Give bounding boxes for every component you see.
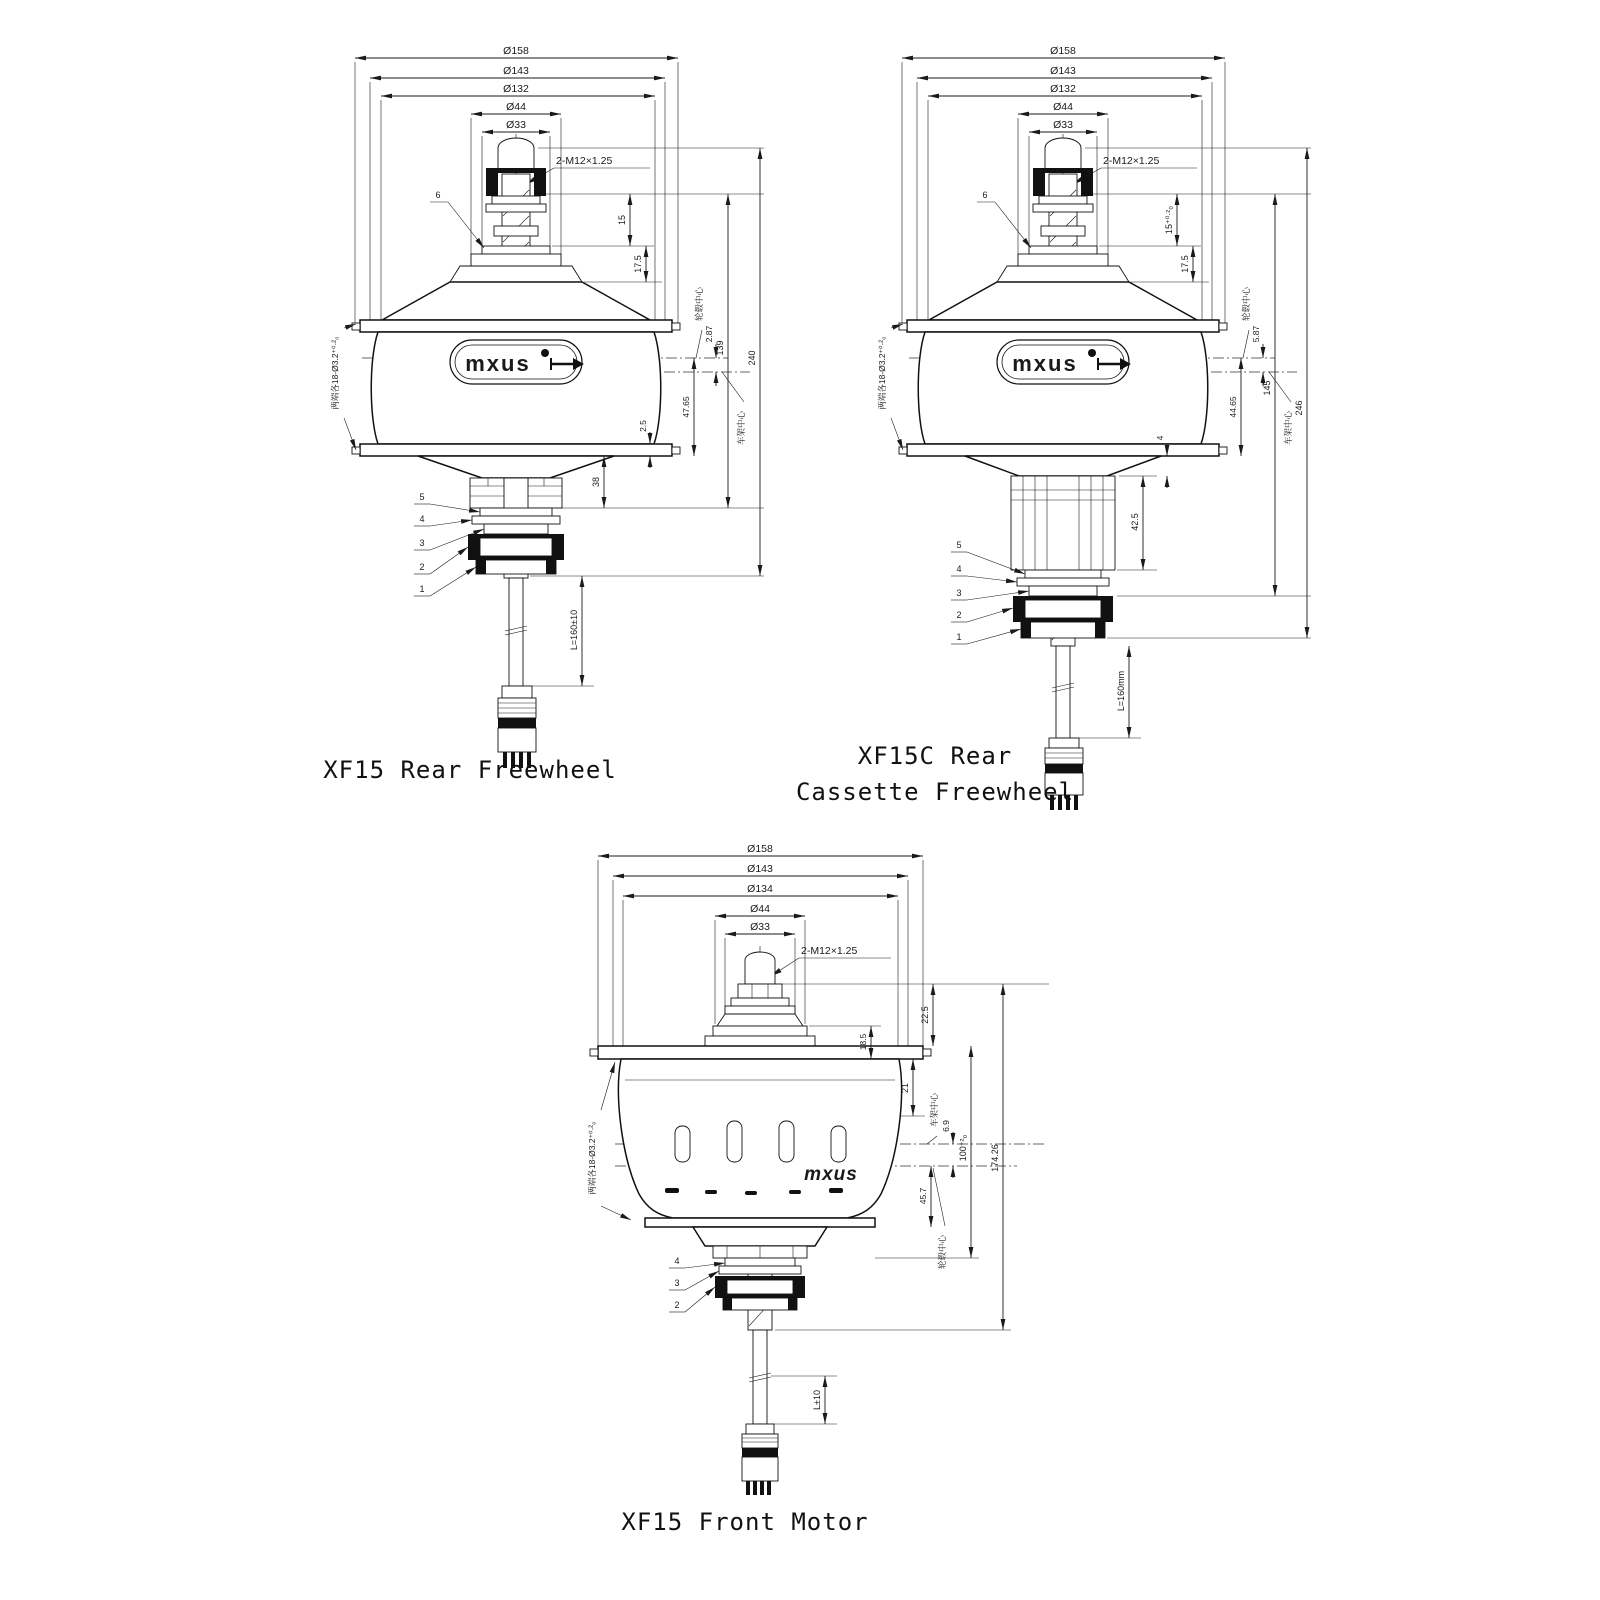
hub-center-label: 轮毂中心 xyxy=(1241,286,1251,322)
dim-cable-length: L±10 xyxy=(812,1390,822,1410)
dim-d158: Ø158 xyxy=(503,45,529,57)
figure-b-title-line1: XF15C Rear xyxy=(857,742,1013,770)
dim-246: 246 xyxy=(1294,400,1304,416)
dim-21: 21 xyxy=(900,1082,910,1094)
dim-47-65: 47.65 xyxy=(681,396,691,418)
dim-38: 38 xyxy=(591,476,601,488)
center-labels xyxy=(681,287,746,456)
dim-cable-length: L=160mm xyxy=(1116,670,1126,712)
dim-thread: 2-M12×1.25 xyxy=(801,945,858,957)
freewheel-and-nuts xyxy=(468,478,564,578)
spoke-note-text: 两端各18-Ø3.2⁺⁰·²₀ xyxy=(330,336,340,410)
dim-2-87: 2.87 xyxy=(704,325,714,343)
callout-1: 1 xyxy=(419,584,425,594)
motor-body xyxy=(590,1046,931,1258)
spoke-hole-note xyxy=(330,324,356,450)
callout-3: 3 xyxy=(674,1278,680,1288)
center-labels xyxy=(927,1093,947,1270)
dim-22-5: 22.5 xyxy=(920,1006,930,1024)
dim-cable-length: L=160±10 xyxy=(569,609,579,651)
dim-17-5: 17.5 xyxy=(1180,255,1190,273)
motor-body xyxy=(352,282,680,478)
dim-174-26: 174.26 xyxy=(990,1144,1000,1172)
dim-thread: 2-M12×1.25 xyxy=(1103,155,1160,167)
axle-top-assembly xyxy=(705,952,815,1046)
dim-d33: Ø33 xyxy=(506,119,526,131)
dim-145: 145 xyxy=(1262,380,1272,396)
hub-center-label: 轮毂中心 xyxy=(694,286,704,322)
dim-d33: Ø33 xyxy=(1053,119,1073,131)
callout-3: 3 xyxy=(419,538,425,548)
callout-2: 2 xyxy=(419,562,425,572)
dim-thread: 2-M12×1.25 xyxy=(556,155,613,167)
callout-6 xyxy=(977,190,1031,248)
figure-xf15-rear-freewheel xyxy=(298,28,778,798)
dim-42-5: 42.5 xyxy=(1130,513,1140,531)
callout-5: 5 xyxy=(419,492,425,502)
dim-15: 15 xyxy=(617,214,627,226)
dim-139: 139 xyxy=(715,340,725,356)
dim-d158: Ø158 xyxy=(747,843,773,855)
axle-callout: 6 xyxy=(982,190,988,200)
dim-d143: Ø143 xyxy=(1050,65,1076,77)
dim-2-5: 2.5 xyxy=(638,420,648,432)
figure-a-title: XF15 Rear Freewheel xyxy=(323,756,617,784)
spoke-note-text: 两端各18-Ø3.2⁺⁰·²₀ xyxy=(877,336,887,410)
cassette-body xyxy=(1011,476,1115,646)
vent-slot xyxy=(675,1126,690,1162)
dim-d158: Ø158 xyxy=(1050,45,1076,57)
spoke-hole-note xyxy=(877,324,903,450)
dim-6-9: 6.9 xyxy=(941,1120,951,1132)
figure-xf15-front-motor xyxy=(575,828,1095,1528)
dim-d143: Ø143 xyxy=(747,863,773,875)
frame-center-label: 车架中心 xyxy=(1283,410,1293,446)
dim-d132: Ø132 xyxy=(1050,83,1076,95)
callout-4: 4 xyxy=(419,514,425,524)
dim-d143: Ø143 xyxy=(503,65,529,77)
callout-1: 1 xyxy=(956,632,962,642)
dim-15: 15⁺⁰·²₀ xyxy=(1164,205,1174,235)
frame-center-label: 车架中心 xyxy=(929,1092,939,1128)
dim-100: 100⁺²₀ xyxy=(958,1134,968,1162)
callout-2: 2 xyxy=(956,610,962,620)
dim-5-87: 5.87 xyxy=(1251,325,1261,343)
dim-17-5: 17.5 xyxy=(633,255,643,273)
dim-4: 4 xyxy=(1155,435,1165,441)
figure-xf15c-rear-cassette xyxy=(845,28,1325,828)
dim-240: 240 xyxy=(747,350,757,366)
vent-slot xyxy=(831,1126,846,1162)
callout-3: 3 xyxy=(956,588,962,598)
dim-44-65: 44.65 xyxy=(1228,396,1238,418)
dim-d132: Ø132 xyxy=(503,83,529,95)
dim-d134: Ø134 xyxy=(747,883,773,895)
callout-5: 5 xyxy=(956,540,962,550)
callout-4: 4 xyxy=(956,564,962,574)
callout-4: 4 xyxy=(674,1256,680,1266)
dim-45-7: 45.7 xyxy=(918,1187,928,1205)
callout-6 xyxy=(430,190,484,248)
mxus-logo-text: mxus xyxy=(465,351,531,376)
hub-center-label: 轮毂中心 xyxy=(937,1234,947,1270)
cable-and-connector xyxy=(498,578,536,768)
vent-slot xyxy=(779,1121,794,1162)
vent-slot xyxy=(727,1121,742,1162)
dim-d44: Ø44 xyxy=(750,903,770,915)
cable-and-connector xyxy=(742,1330,778,1495)
logo-dot-icon xyxy=(541,349,549,357)
center-labels xyxy=(1228,287,1293,456)
axle-callout: 6 xyxy=(435,190,441,200)
dim-18-5: 18.5 xyxy=(858,1033,868,1051)
figure-b-title-line2: Cassette Freewheel xyxy=(795,778,1075,806)
callout-2: 2 xyxy=(674,1300,680,1310)
axle-bottom-assembly xyxy=(715,1258,805,1330)
spoke-note-text: 两端各18-Ø3.2⁺⁰·²₀ xyxy=(587,1121,597,1195)
mxus-logo-text: mxus xyxy=(804,1164,858,1185)
logo-dot-icon xyxy=(1088,349,1096,357)
mxus-logo-text: mxus xyxy=(1012,351,1078,376)
dim-d44: Ø44 xyxy=(506,101,526,113)
figure-c-title: XF15 Front Motor xyxy=(621,1508,869,1536)
dim-d33: Ø33 xyxy=(750,921,770,933)
frame-center-label: 车架中心 xyxy=(736,410,746,446)
dim-d44: Ø44 xyxy=(1053,101,1073,113)
